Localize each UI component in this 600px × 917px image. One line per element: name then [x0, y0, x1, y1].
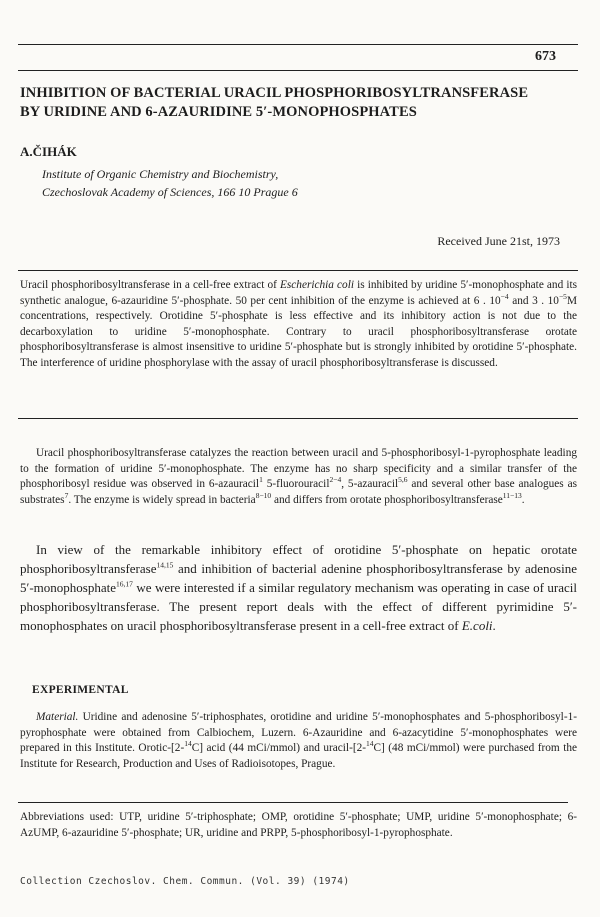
material-paragraph: Material. Uridine and adenosine 5′-triphosphates, orotidine and uridine 5′-monophosphates and 5-phosphoribosyl-1-pyrophosphate were obtained from Calbiochem, Luzern. 6-Azauridine and 6-azacytidine 5′-monophosphates were prepared in this Institute. Orotic-[2-$^{14}$C] acid (44 mCi/mmol) and uracil-[2-$^{14}$C] (48 mCi/mmol) were purchased from the Institute for Research, Production and Uses of Radioisotopes, Prague. — [20, 711, 578, 770]
title-line-2: BY URIDINE AND 6-AZAURIDINE 5′-MONOPHOSPHATES — [20, 104, 417, 120]
page-number: 673 — [535, 49, 556, 64]
footnote-rule — [18, 802, 568, 803]
author: A.ČIHÁK — [20, 144, 77, 159]
abstract-bottom-rule — [18, 418, 578, 419]
affiliation — [42, 165, 298, 201]
abbreviations-footnote: Abbreviations used: UTP, uridine 5′-triphosphate; OMP, orotidine 5′-phosphate; UMP, uridine 5′-monophosphate; 6-AzUMP, 6-azauridine 5′-phosphate; UR, uridine and PRPP, 5-phosphoribosyl-1-pyrophosphate. — [20, 811, 577, 839]
affiliation-line-1: Institute of Organic Chemistry and Biochemistry, — [42, 167, 279, 181]
header-rule — [18, 70, 578, 71]
affiliation-line-2: Czechoslovak Academy of Sciences, 166 10 Prague 6 — [42, 185, 298, 199]
abstract: Uracil phosphoribosyltransferase in a cell-free extract of Escherichia coli is inhibited by uridine 5′-monophosphate and its synthetic analogue, 6-azauridine 5′-phosphate. 50 per cent inhibition of the enzyme is achieved at 6 . $10^{-4}$ and 3 . $10^{-5}M$ concentrations, respectively. Orotidine 5′-phosphate is less effective and its inhibitory action is not due to the decarboxylation to uridine 5′-monophosphate. Contrary to uracil phosphoribosyltransferase orotate phosphoribosyltransferase is almost insensitive to uridine 5′-phosphate but is strongly inhibited by orotidine 5′-phosphate. The interference of uridine phosphorylase with the assay of uracil phosphoribosyltransferase is discussed. — [20, 279, 577, 369]
article-title — [20, 84, 580, 122]
abstract-top-rule — [18, 270, 578, 271]
title-line-1: INHIBITION OF BACTERIAL URACIL PHOSPHORIBOSYLTRANSFERASE — [20, 85, 529, 101]
section-heading-experimental: EXPERIMENTAL — [32, 684, 129, 696]
top-rule — [18, 44, 578, 45]
received-date: Received June 21st, 1973 — [437, 234, 560, 248]
journal-footer: Collection Czechoslov. Chem. Commun. (Vol. 39) (1974) — [20, 876, 350, 887]
intro-paragraph-2: In view of the remarkable inhibitory effect of orotidine 5′-phosphate on hepatic orotate phosphoribosyltransferase$^{14,15}$ and inhibition of bacterial adenine phosphoribosyltransferase by adenosine 5′-monophosphate$^{16,17}$ we were interested if a similar regulatory mechanism was operating in case of uracil phosphoribosyltransferase. The present report deals with the effect of different pyrimidine 5′-monophosphates on uracil phosphoribosyltransferase present in a cell-free extract of E.coli. — [20, 542, 577, 633]
intro-paragraph-1: Uracil phosphoribosyltransferase catalyzes the reaction between uracil and 5-phosphoribosyl-1-pyrophosphate leading to the formation of uridine 5′-monophosphate. The enzyme has no sharp specificity and a similar transfer of the phosphoribosyl residue was observed in 6-azauracil$^1$ 5-fluorouracil$^{2-4}$, 5-azauracil$^{5,6}$ and several other base analogues as substrates$^7$. The enzyme is widely spread in bacteria$^{8-10}$ and differs from orotate phosphoribosyltransferase$^{11-13}$. — [20, 447, 577, 506]
